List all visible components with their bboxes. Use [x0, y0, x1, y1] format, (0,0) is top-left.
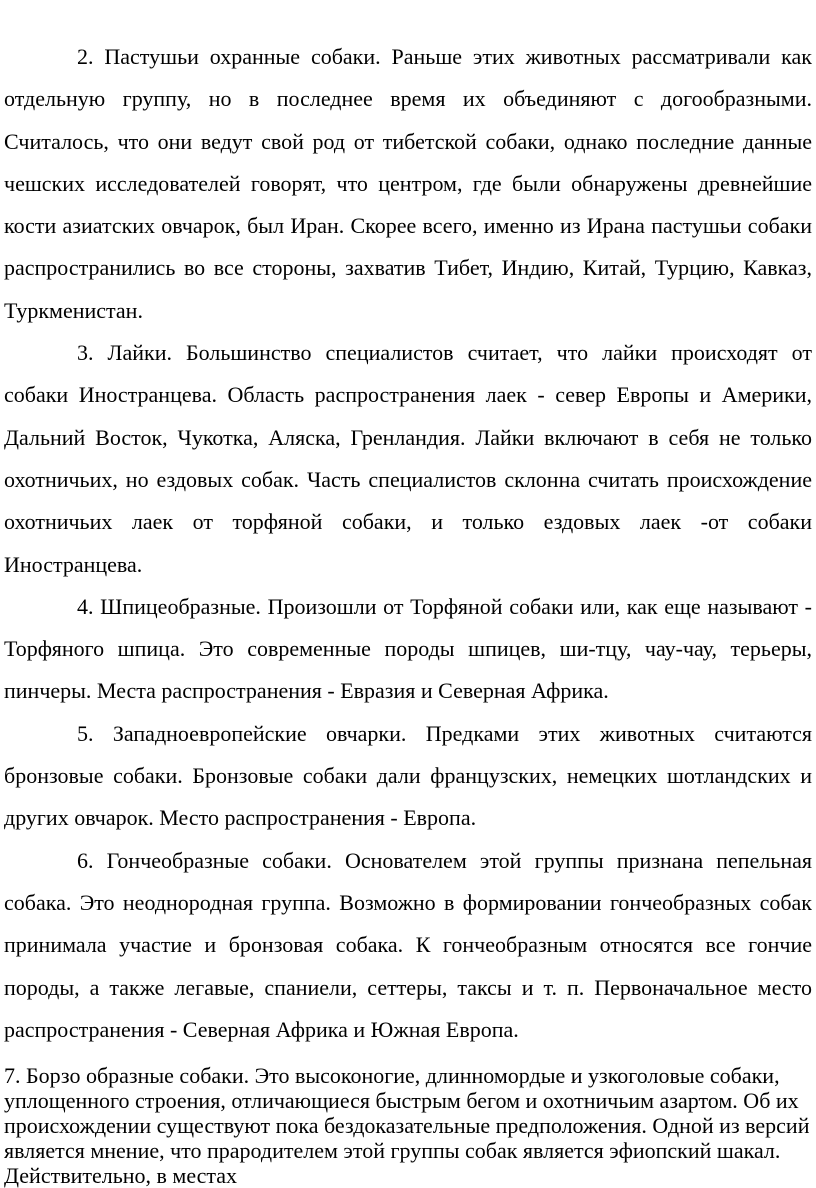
- paragraph-laikas: 3. Лайки. Большинство специалистов считает, что лайки происходят от собаки Иностранцева. Область распространения лаек - север Европы и Америки, Дальний Восток, Чукотка, Аляска, Гренландия. Лайки включают в себя не только охотничьих, но ездовых собак. Часть специалистов склонна считать происхождение охотничьих лаек от торфяной собаки, и только ездовых лаек -от собаки Иностранцева.: [4, 340, 812, 577]
- paragraph-spitz: 4. Шпицеобразные. Произошли от Торфяной собаки или, как еще называют - Торфяного шпица. Это современные породы шпицев, ши-тцу, чау-чау, терьеры, пинчеры. Места распространения - Евразия и Северная Африка.: [4, 593, 812, 704]
- paragraph-hounds: 6. Гончеобразные собаки. Основателем этой группы признана пепельная собака. Это неоднородная группа. Возможно в формировании гончеобразных собак принимала участие и бронзовая собака. К гончеобразным относятся все гончие породы, а также легавые, спаниели, сеттеры, таксы и т. п. Первоначальное место распространения - Северная Африка и Южная Европа.: [4, 847, 812, 1042]
- paragraph-western-shepherds: 5. Западноевропейские овчарки. Предками этих животных считаются бронзовые собаки. Бронзовые собаки дали французских, немецких шотландских и других овчарок. Место распространения - Европа.: [4, 720, 812, 831]
- paragraph-sighthounds: 7. Борзо образные собаки. Это высоконогие, длинномордые и узкоголовые собаки, уплощенного строения, отличающиеся быстрым бегом и охотничьим азартом. Об их происхождении существуют пока бездоказательные предположения. Одной из версий является мнение, что прародителем этой группы собак является эфиопский шакал. Действительно, в местах: [4, 1063, 810, 1188]
- paragraph-herding-dogs: 2. Пастушьи охранные собаки. Раньше этих животных рассматривали как отдельную группу, но в последнее время их объединяют с догообразными. Считалось, что они ведут свой род от тибетской собаки, однако последние данные чешских исследователей говорят, что центром, где были обнаружены древнейшие кости азиатских овчарок, был Иран. Скорее всего, именно из Ирана пастушьи собаки распространились во все стороны, захватив Тибет, Индию, Китай, Турцию, Кавказ, Туркменистан.: [4, 44, 812, 323]
